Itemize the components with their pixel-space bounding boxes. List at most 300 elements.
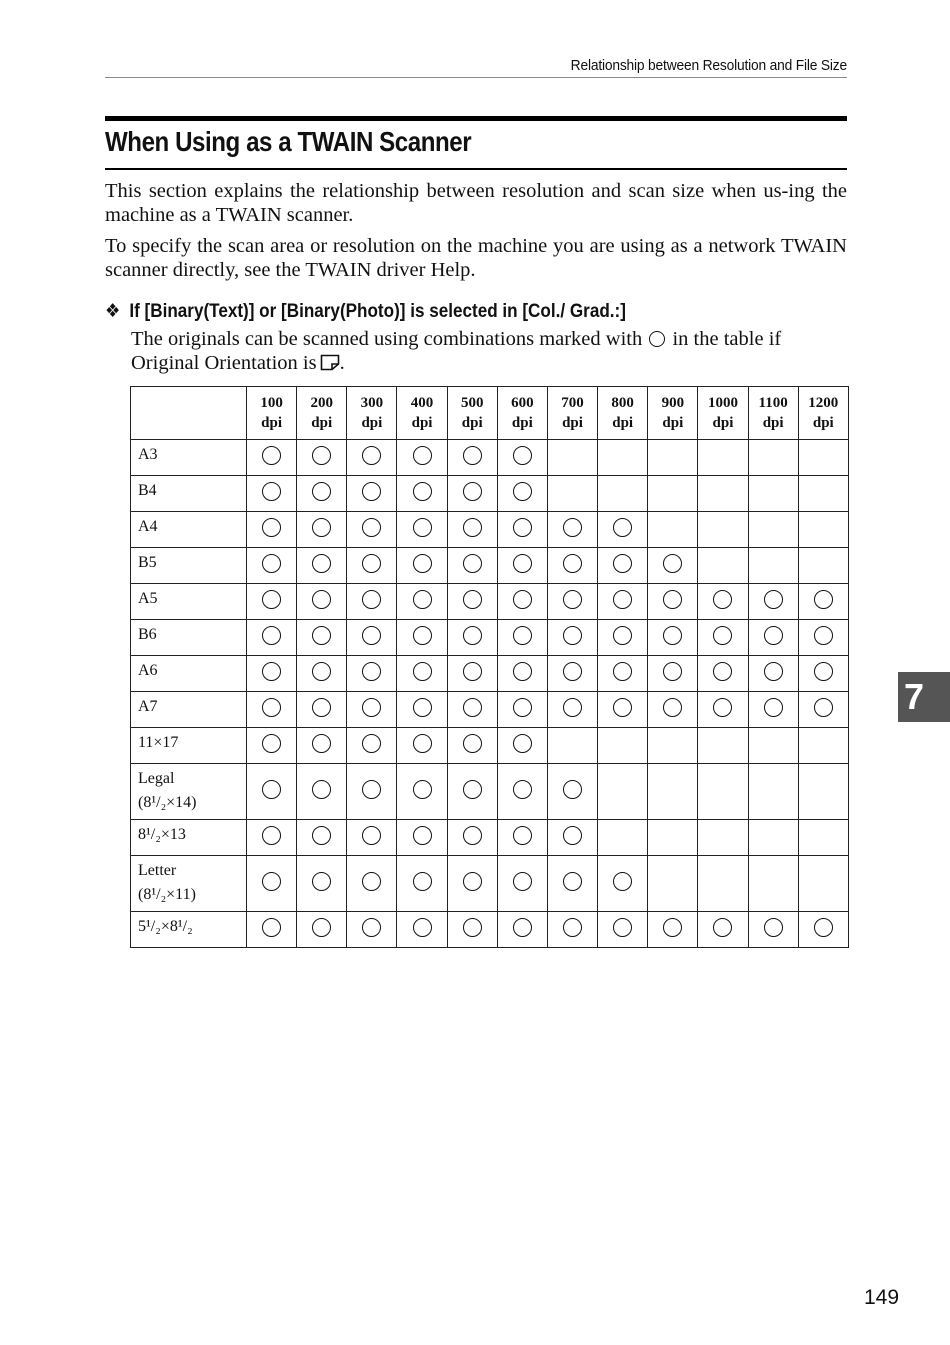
supported-circle-icon <box>513 780 532 799</box>
supported-circle-icon <box>413 590 432 609</box>
supported-circle-icon <box>312 734 331 753</box>
dpi-unit: dpi <box>812 415 834 431</box>
resolution-cell <box>247 512 297 548</box>
resolution-cell <box>547 692 597 728</box>
supported-circle-icon <box>413 872 432 891</box>
supported-circle-icon <box>814 626 833 645</box>
resolution-table <box>130 386 849 948</box>
resolution-cell <box>347 548 397 584</box>
supported-circle-icon <box>663 662 682 681</box>
table-row <box>131 620 849 656</box>
resolution-cell <box>247 692 297 728</box>
supported-circle-icon <box>613 698 632 717</box>
resolution-cell <box>347 656 397 692</box>
resolution-cell <box>648 620 698 656</box>
supported-circle-icon <box>613 872 632 891</box>
supported-circle-icon <box>513 554 532 573</box>
supported-circle-icon <box>413 554 432 573</box>
resolution-cell <box>748 512 798 548</box>
resolution-cell <box>798 584 848 620</box>
dpi-unit: dpi <box>612 415 634 431</box>
table-intro-text-2: in the table if Original Orientation is <box>131 328 782 374</box>
table-row <box>131 440 849 476</box>
resolution-cell <box>397 912 447 948</box>
supported-circle-icon <box>513 662 532 681</box>
resolution-cell <box>347 620 397 656</box>
supported-circle-icon <box>262 826 281 845</box>
supported-circle-icon <box>262 662 281 681</box>
resolution-cell <box>798 620 848 656</box>
supported-circle-icon <box>513 826 532 845</box>
supported-circle-icon <box>312 446 331 465</box>
supported-circle-icon <box>262 518 281 537</box>
supported-circle-icon <box>764 662 783 681</box>
supported-circle-icon <box>312 826 331 845</box>
resolution-cell <box>347 512 397 548</box>
dpi-value: 600 <box>511 395 534 411</box>
resolution-cell <box>698 440 748 476</box>
dpi-column-header <box>447 387 497 440</box>
resolution-cell <box>297 912 347 948</box>
dpi-value: 1100 <box>758 395 788 411</box>
resolution-cell <box>247 584 297 620</box>
resolution-cell <box>798 764 848 820</box>
supported-circle-icon <box>713 626 732 645</box>
table-row <box>131 476 849 512</box>
dpi-value: 400 <box>410 395 434 411</box>
resolution-cell <box>598 764 648 820</box>
table-row <box>131 856 849 912</box>
supported-circle-icon <box>413 626 432 645</box>
dpi-column-header <box>698 387 748 440</box>
supported-circle-icon <box>613 918 632 937</box>
paper-size-label: A3 <box>131 440 247 476</box>
resolution-cell <box>297 512 347 548</box>
resolution-cell <box>347 728 397 764</box>
supported-circle-icon <box>362 626 381 645</box>
supported-circle-icon <box>713 662 732 681</box>
dpi-column-header <box>297 387 347 440</box>
resolution-cell <box>497 728 547 764</box>
title-rule-top <box>105 116 847 121</box>
supported-circle-icon <box>413 918 432 937</box>
resolution-cell <box>297 820 347 856</box>
table-row <box>131 912 849 948</box>
table-row <box>131 548 849 584</box>
resolution-cell <box>497 692 547 728</box>
resolution-cell <box>798 856 848 912</box>
resolution-cell <box>397 620 447 656</box>
resolution-cell <box>798 820 848 856</box>
supported-circle-icon <box>362 590 381 609</box>
intro-paragraph: This section explains the relationship between resolution and scan size when us-ing the machine as a TWAIN scanner. <box>105 180 847 226</box>
resolution-cell <box>297 764 347 820</box>
dpi-column-header <box>347 387 397 440</box>
supported-circle-icon <box>613 590 632 609</box>
table-intro-text-1: The originals can be scanned using combinations marked with <box>131 328 643 350</box>
resolution-cell <box>447 584 497 620</box>
supported-circle-icon <box>663 554 682 573</box>
supported-circle-icon <box>563 780 582 799</box>
supported-circle-icon <box>713 590 732 609</box>
supported-circle-icon <box>262 446 281 465</box>
paper-size-label: A7 <box>131 692 247 728</box>
supported-circle-icon <box>312 780 331 799</box>
supported-circle-icon <box>613 554 632 573</box>
resolution-cell <box>598 512 648 548</box>
resolution-cell <box>447 912 497 948</box>
diamond-bullet-icon: ❖ <box>105 301 121 322</box>
supported-circle-icon <box>362 872 381 891</box>
supported-circle-icon <box>563 518 582 537</box>
supported-circle-icon <box>413 446 432 465</box>
resolution-cell <box>547 820 597 856</box>
resolution-cell <box>798 476 848 512</box>
resolution-cell <box>547 512 597 548</box>
resolution-cell <box>497 620 547 656</box>
supported-circle-icon <box>513 482 532 501</box>
supported-circle-icon <box>563 662 582 681</box>
supported-circle-icon <box>362 446 381 465</box>
resolution-cell <box>447 692 497 728</box>
supported-circle-icon <box>563 826 582 845</box>
resolution-cell <box>247 476 297 512</box>
resolution-cell <box>748 440 798 476</box>
resolution-cell <box>598 728 648 764</box>
resolution-cell <box>748 584 798 620</box>
resolution-cell <box>497 856 547 912</box>
supported-circle-icon <box>463 626 482 645</box>
resolution-cell <box>598 656 648 692</box>
supported-circle-icon <box>764 918 783 937</box>
supported-circle-icon <box>362 698 381 717</box>
resolution-cell <box>397 512 447 548</box>
dpi-value: 500 <box>460 395 484 411</box>
supported-circle-icon <box>563 626 582 645</box>
resolution-cell <box>447 476 497 512</box>
resolution-cell <box>447 764 497 820</box>
resolution-cell <box>698 584 748 620</box>
subsection-heading <box>105 300 626 323</box>
resolution-cell <box>547 440 597 476</box>
resolution-cell <box>397 548 447 584</box>
dpi-column-header <box>598 387 648 440</box>
supported-circle-icon <box>463 698 482 717</box>
supported-circle-icon <box>463 780 482 799</box>
paper-size-label: A4 <box>131 512 247 548</box>
paper-size-label: B6 <box>131 620 247 656</box>
supported-circle-icon <box>362 780 381 799</box>
paper-size-label: 5¹/₂×8¹/₂ <box>131 912 247 948</box>
supported-circle-icon <box>413 518 432 537</box>
dpi-unit: dpi <box>712 415 734 431</box>
resolution-cell <box>648 764 698 820</box>
table-row <box>131 820 849 856</box>
dpi-value: 300 <box>360 395 384 411</box>
resolution-cell <box>447 440 497 476</box>
resolution-cell <box>297 656 347 692</box>
resolution-cell <box>347 856 397 912</box>
supported-circle-icon <box>362 826 381 845</box>
dpi-column-header <box>798 387 848 440</box>
paper-size-label: 8¹/₂×13 <box>131 820 247 856</box>
resolution-cell <box>648 440 698 476</box>
supported-circle-icon <box>463 554 482 573</box>
resolution-cell <box>798 548 848 584</box>
supported-circle-icon <box>513 626 532 645</box>
resolution-cell <box>297 692 347 728</box>
resolution-cell <box>598 912 648 948</box>
dpi-value: 900 <box>661 395 685 411</box>
dpi-unit: dpi <box>461 415 483 431</box>
dpi-value: 700 <box>561 395 584 411</box>
resolution-cell <box>397 440 447 476</box>
resolution-cell <box>447 820 497 856</box>
resolution-cell <box>798 440 848 476</box>
resolution-cell <box>297 856 347 912</box>
supported-circle-icon <box>513 590 532 609</box>
resolution-cell <box>598 584 648 620</box>
resolution-cell <box>447 548 497 584</box>
resolution-cell <box>598 476 648 512</box>
resolution-cell <box>547 584 597 620</box>
resolution-cell <box>547 728 597 764</box>
supported-circle-icon <box>312 590 331 609</box>
resolution-cell <box>247 856 297 912</box>
dpi-unit: dpi <box>311 415 333 431</box>
paper-size-label: Letter (8¹/₂×11) <box>131 856 247 912</box>
supported-circle-icon <box>563 590 582 609</box>
resolution-cell <box>648 512 698 548</box>
table-row <box>131 764 849 820</box>
supported-circle-icon <box>262 698 281 717</box>
paper-size-label: B5 <box>131 548 247 584</box>
supported-circle-icon <box>362 734 381 753</box>
resolution-cell <box>748 656 798 692</box>
resolution-cell <box>598 692 648 728</box>
supported-circle-icon <box>563 698 582 717</box>
supported-circle-icon <box>814 698 833 717</box>
supported-circle-icon <box>613 662 632 681</box>
circle-mark-icon <box>649 331 665 347</box>
resolution-cell <box>547 656 597 692</box>
resolution-cell <box>648 728 698 764</box>
supported-circle-icon <box>312 918 331 937</box>
resolution-cell <box>698 856 748 912</box>
table-row <box>131 692 849 728</box>
resolution-cell <box>648 692 698 728</box>
resolution-cell <box>698 912 748 948</box>
paper-size-label: Legal (8¹/₂×14) <box>131 764 247 820</box>
paper-size-label: A6 <box>131 656 247 692</box>
resolution-cell <box>297 548 347 584</box>
resolution-cell <box>648 656 698 692</box>
dpi-value: 1000 <box>707 395 738 411</box>
dpi-column-header <box>247 387 297 440</box>
supported-circle-icon <box>463 446 482 465</box>
dpi-column-header <box>547 387 597 440</box>
resolution-cell <box>748 728 798 764</box>
supported-circle-icon <box>362 918 381 937</box>
supported-circle-icon <box>312 698 331 717</box>
dpi-column-header <box>397 387 447 440</box>
supported-circle-icon <box>463 872 482 891</box>
paper-size-label: A5 <box>131 584 247 620</box>
resolution-cell <box>698 692 748 728</box>
supported-circle-icon <box>262 734 281 753</box>
landscape-orientation-icon <box>320 353 340 377</box>
table-intro <box>131 327 847 377</box>
resolution-cell <box>397 584 447 620</box>
resolution-cell <box>297 620 347 656</box>
resolution-cell <box>347 584 397 620</box>
resolution-cell <box>497 512 547 548</box>
supported-circle-icon <box>563 918 582 937</box>
supported-circle-icon <box>262 872 281 891</box>
table-intro-text-3: . <box>339 352 345 374</box>
supported-circle-icon <box>463 482 482 501</box>
resolution-cell <box>798 656 848 692</box>
resolution-cell <box>547 764 597 820</box>
resolution-cell <box>397 728 447 764</box>
dpi-unit: dpi <box>762 415 784 431</box>
resolution-cell <box>547 548 597 584</box>
resolution-cell <box>247 820 297 856</box>
resolution-cell <box>347 692 397 728</box>
dpi-column-header <box>497 387 547 440</box>
supported-circle-icon <box>312 872 331 891</box>
dpi-value: 100 <box>260 395 283 411</box>
supported-circle-icon <box>463 590 482 609</box>
supported-circle-icon <box>362 662 381 681</box>
resolution-cell <box>698 820 748 856</box>
resolution-cell <box>247 440 297 476</box>
supported-circle-icon <box>513 446 532 465</box>
supported-circle-icon <box>413 698 432 717</box>
supported-circle-icon <box>312 518 331 537</box>
resolution-cell <box>397 856 447 912</box>
supported-circle-icon <box>463 826 482 845</box>
resolution-cell <box>547 912 597 948</box>
dpi-unit: dpi <box>662 415 684 431</box>
resolution-cell <box>497 912 547 948</box>
table-row <box>131 512 849 548</box>
resolution-cell <box>748 856 798 912</box>
supported-circle-icon <box>362 518 381 537</box>
resolution-cell <box>497 764 547 820</box>
title-rule-bottom <box>105 168 847 170</box>
supported-circle-icon <box>764 626 783 645</box>
resolution-cell <box>648 912 698 948</box>
resolution-cell <box>648 856 698 912</box>
resolution-cell <box>447 856 497 912</box>
resolution-cell <box>547 856 597 912</box>
supported-circle-icon <box>413 734 432 753</box>
resolution-cell <box>497 440 547 476</box>
resolution-cell <box>497 656 547 692</box>
resolution-cell <box>397 764 447 820</box>
resolution-cell <box>547 620 597 656</box>
resolution-cell <box>347 476 397 512</box>
supported-circle-icon <box>463 918 482 937</box>
supported-circle-icon <box>713 918 732 937</box>
resolution-cell <box>648 584 698 620</box>
supported-circle-icon <box>814 918 833 937</box>
supported-circle-icon <box>262 626 281 645</box>
supported-circle-icon <box>513 518 532 537</box>
resolution-cell <box>598 548 648 584</box>
resolution-cell <box>547 476 597 512</box>
resolution-cell <box>748 764 798 820</box>
dpi-value: 1200 <box>808 395 839 411</box>
supported-circle-icon <box>764 590 783 609</box>
supported-circle-icon <box>262 780 281 799</box>
resolution-cell <box>598 820 648 856</box>
supported-circle-icon <box>262 482 281 501</box>
resolution-cell <box>698 764 748 820</box>
resolution-cell <box>598 856 648 912</box>
resolution-cell <box>447 512 497 548</box>
resolution-cell <box>297 476 347 512</box>
resolution-cell <box>598 440 648 476</box>
supported-circle-icon <box>513 918 532 937</box>
supported-circle-icon <box>663 918 682 937</box>
resolution-cell <box>297 728 347 764</box>
resolution-cell <box>497 584 547 620</box>
resolution-cell <box>798 912 848 948</box>
supported-circle-icon <box>563 554 582 573</box>
resolution-cell <box>247 912 297 948</box>
resolution-cell <box>447 656 497 692</box>
table-corner-cell <box>131 387 247 440</box>
subsection-heading-text: If [Binary(Text)] or [Binary(Photo)] is selected in [Col./ Grad.:] <box>129 301 626 322</box>
resolution-cell <box>748 620 798 656</box>
resolution-cell <box>397 656 447 692</box>
resolution-cell <box>347 912 397 948</box>
dpi-unit: dpi <box>261 415 282 431</box>
resolution-cell <box>798 692 848 728</box>
supported-circle-icon <box>413 780 432 799</box>
supported-circle-icon <box>713 698 732 717</box>
paper-size-label: B4 <box>131 476 247 512</box>
supported-circle-icon <box>262 554 281 573</box>
resolution-cell <box>698 728 748 764</box>
resolution-cell <box>297 440 347 476</box>
supported-circle-icon <box>413 826 432 845</box>
table-row <box>131 584 849 620</box>
supported-circle-icon <box>312 554 331 573</box>
supported-circle-icon <box>312 482 331 501</box>
resolution-cell <box>497 820 547 856</box>
resolution-cell <box>698 620 748 656</box>
supported-circle-icon <box>413 662 432 681</box>
resolution-cell <box>247 764 297 820</box>
supported-circle-icon <box>814 590 833 609</box>
resolution-cell <box>698 548 748 584</box>
supported-circle-icon <box>613 626 632 645</box>
dpi-unit: dpi <box>562 415 583 431</box>
resolution-cell <box>748 820 798 856</box>
supported-circle-icon <box>663 590 682 609</box>
resolution-cell <box>347 764 397 820</box>
supported-circle-icon <box>413 482 432 501</box>
supported-circle-icon <box>262 590 281 609</box>
table-header-row <box>131 387 849 440</box>
supported-circle-icon <box>463 662 482 681</box>
resolution-cell <box>497 476 547 512</box>
resolution-cell <box>698 512 748 548</box>
dpi-value: 800 <box>611 395 634 411</box>
